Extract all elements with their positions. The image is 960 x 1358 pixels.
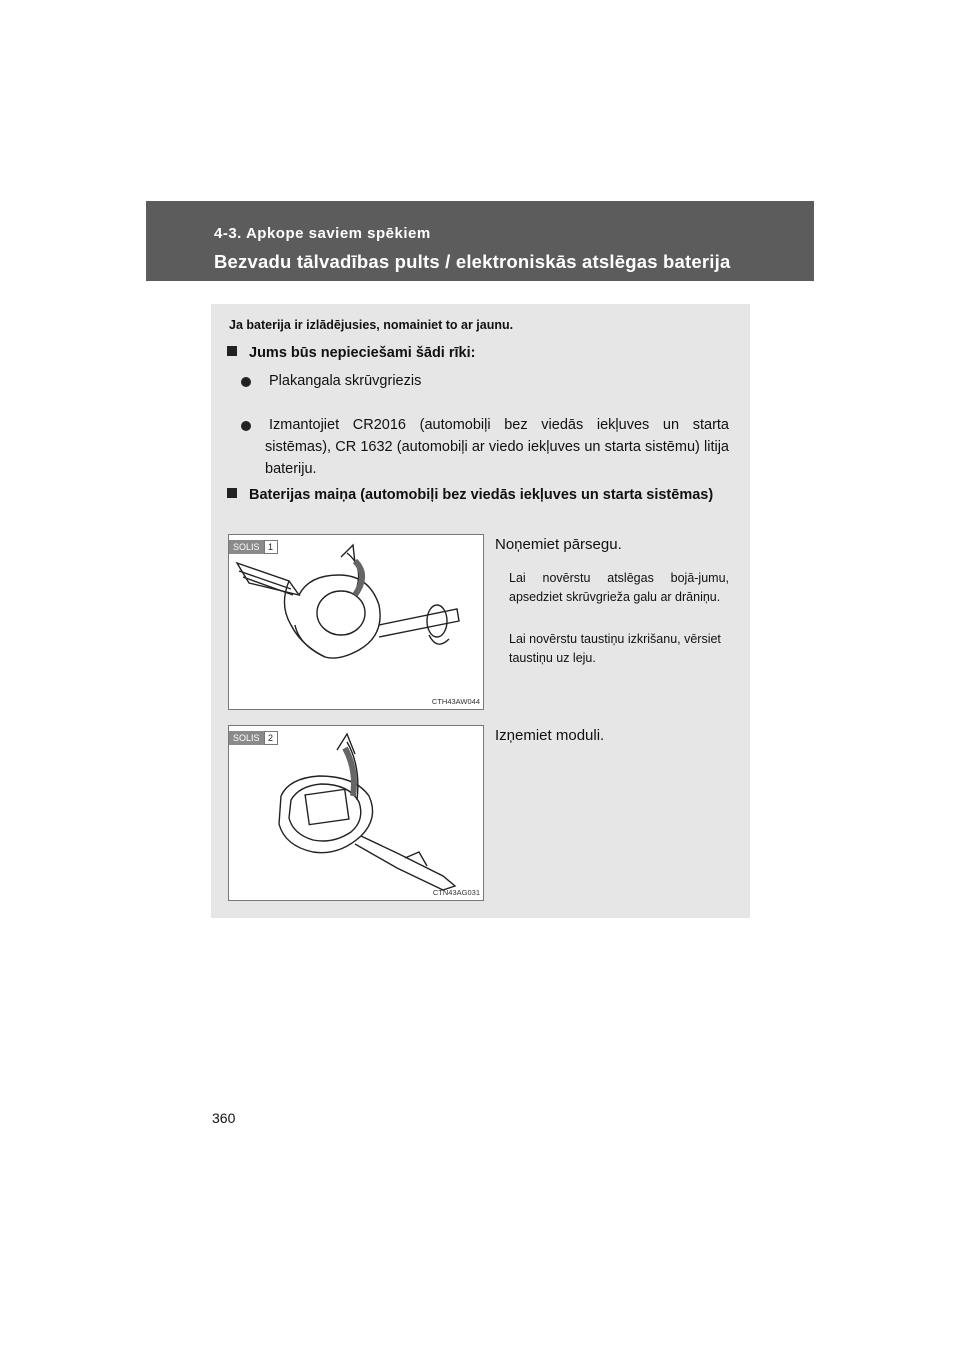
step-2-title: Izņemiet moduli. bbox=[495, 727, 605, 744]
bullet-icon bbox=[241, 421, 251, 431]
tools-heading: Jums būs nepieciešami šādi rīki: bbox=[227, 342, 475, 364]
step-1-note: Lai novērstu atslēgas bojā-jumu, apsedziet skrūvgrieža galu ar drāniņu. bbox=[509, 571, 729, 604]
key-cover-removal-illustration bbox=[229, 535, 483, 709]
replacement-heading: Baterijas maiņa (automobiļi bez viedās iekļuves un starta sistēmas) bbox=[227, 484, 730, 506]
intro-text: Ja baterija ir izlādējusies, nomainiet to ar jaunu. bbox=[229, 318, 514, 332]
section-label: 4-3. Apkope saviem spēkiem bbox=[214, 225, 431, 242]
page-title: Bezvadu tālvadības pults / elektroniskās atslēgas baterija bbox=[214, 251, 731, 272]
tool-item: Izmantojiet CR2016 (automobiļi bez viedās iekļuves un starta sistēmas), CR 1632 (automobiļi ar viedo iekļuves un starta sistēmu) litija bateriju. bbox=[265, 417, 729, 477]
figure-code: CTN43AG031 bbox=[432, 888, 480, 897]
step-1-note: Lai novērstu taustiņu izkrišanu, vērsiet taustiņu uz leju. bbox=[509, 632, 721, 665]
square-bullet-icon bbox=[227, 346, 237, 356]
content-panel bbox=[211, 304, 750, 918]
step-badge: SOLIS 1 bbox=[229, 540, 278, 554]
bullet-icon bbox=[241, 377, 251, 387]
page-number: 360 bbox=[212, 1110, 236, 1126]
square-bullet-icon bbox=[227, 488, 237, 498]
step-1-title: Noņemiet pārsegu. bbox=[495, 536, 622, 553]
key-module-removal-illustration bbox=[229, 726, 483, 900]
step-badge: SOLIS 2 bbox=[229, 731, 278, 745]
step-2-figure bbox=[228, 725, 484, 901]
tool-item: Plakangala skrūvgriezis bbox=[269, 373, 422, 389]
page-header bbox=[146, 201, 814, 281]
step-1-figure bbox=[228, 534, 484, 710]
figure-code: CTH43AW044 bbox=[431, 697, 480, 706]
